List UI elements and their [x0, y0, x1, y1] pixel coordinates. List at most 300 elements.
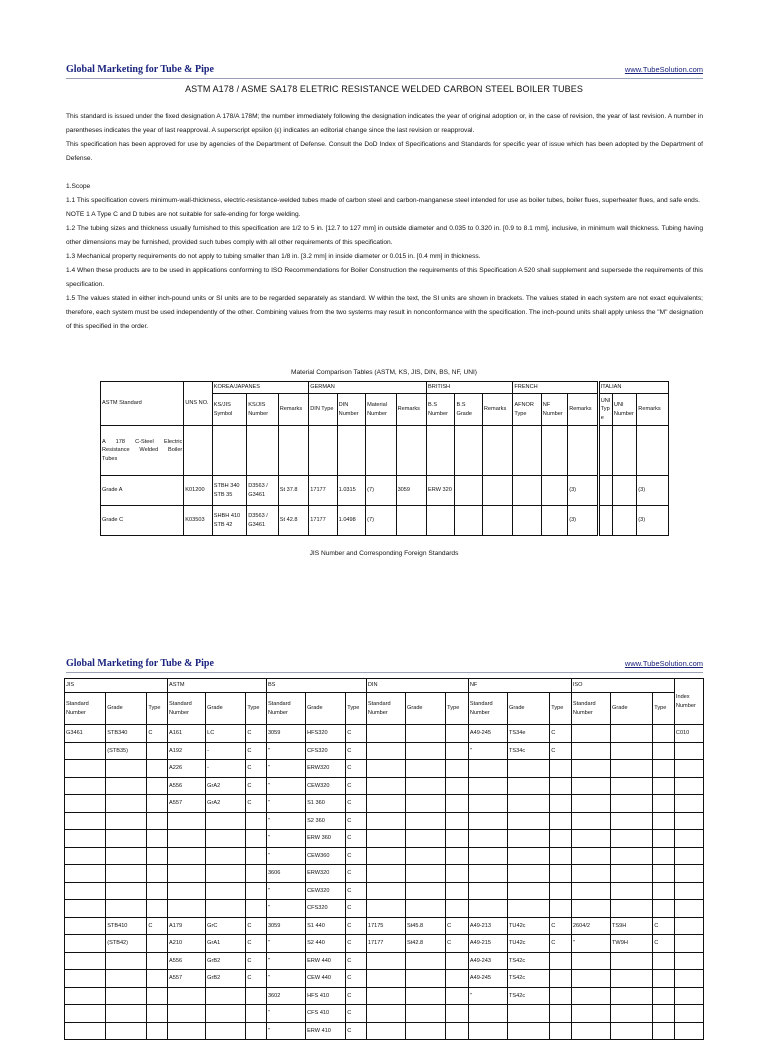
table-cell	[337, 426, 365, 476]
table-cell	[513, 476, 541, 506]
table-cell	[468, 777, 507, 795]
table-cell: TS42c	[508, 987, 550, 1005]
table-column-header: Standard Number	[366, 693, 405, 725]
table-row	[65, 830, 704, 848]
table-group-header: FRENCH	[513, 382, 598, 394]
table-cell	[674, 847, 703, 865]
page-header-2	[66, 658, 703, 673]
table-row	[65, 1022, 704, 1040]
table-cell	[513, 506, 541, 536]
table-cell	[106, 952, 147, 970]
table-cell	[611, 1022, 653, 1040]
table-cell: 3059	[266, 917, 305, 935]
table-cell	[184, 426, 212, 476]
table-cell: A 178 C-Steel Electric Resistance Welded Boiler Tubes	[101, 426, 184, 476]
table-column-header: B.S Number	[427, 394, 455, 426]
table-cell: C	[346, 952, 367, 970]
table-cell	[446, 952, 469, 970]
table-cell: A49-215	[468, 935, 507, 953]
table-cell: C	[246, 917, 267, 935]
table-cell: "	[266, 830, 305, 848]
table-group-row	[101, 382, 669, 394]
table-cell: A179	[168, 917, 206, 935]
table-cell: C	[246, 760, 267, 778]
table-cell: C	[246, 970, 267, 988]
table-cell: C	[346, 865, 367, 883]
table-cell	[366, 1022, 405, 1040]
table-cell	[571, 760, 610, 778]
table-cell	[550, 812, 572, 830]
table-cell	[455, 506, 482, 536]
table-row	[65, 952, 704, 970]
table-cell	[246, 987, 267, 1005]
table-cell	[508, 795, 550, 813]
table-column-header: DIN Type	[309, 394, 337, 426]
table-column-header: Type	[446, 693, 469, 725]
table-cell	[106, 987, 147, 1005]
table-cell	[65, 1005, 106, 1023]
table-cell: CEW 440	[306, 970, 346, 988]
table-cell: C	[246, 777, 267, 795]
table-group-header: GERMAN	[309, 382, 427, 394]
table-cell: GrC	[206, 917, 246, 935]
table-cell	[366, 795, 405, 813]
table-cell: (3)	[637, 506, 669, 536]
table-cell: (STB35)	[106, 742, 147, 760]
table-cell: C	[550, 742, 572, 760]
table-cell: C	[346, 742, 367, 760]
table-cell	[653, 882, 675, 900]
table-cell	[246, 847, 267, 865]
table-cell	[366, 812, 405, 830]
table-cell	[598, 426, 612, 476]
table-cell	[406, 742, 446, 760]
table-cell	[147, 882, 168, 900]
table-cell	[366, 970, 405, 988]
table-cell: GrB2	[206, 952, 246, 970]
table-cell: C010	[674, 725, 703, 743]
table-cell	[550, 952, 572, 970]
table-column-header: UNI Type	[598, 394, 612, 426]
table-cell	[653, 952, 675, 970]
page-header	[66, 64, 703, 79]
table-cell	[571, 742, 610, 760]
table-cell	[147, 987, 168, 1005]
table-cell	[653, 847, 675, 865]
table-cell	[168, 987, 206, 1005]
table-column-header: Standard Number	[266, 693, 305, 725]
table-cell	[406, 812, 446, 830]
table-cell	[406, 882, 446, 900]
table-cell: S2 440	[306, 935, 346, 953]
table-header-row	[65, 693, 704, 725]
table-row	[65, 917, 704, 935]
table-cell	[674, 1005, 703, 1023]
table-cell	[571, 900, 610, 918]
table-cell: CEW320	[306, 777, 346, 795]
table-cell	[611, 777, 653, 795]
table-cell: A49-243	[468, 952, 507, 970]
table-cell: -	[206, 742, 246, 760]
table-cell	[550, 847, 572, 865]
table-cell: A556	[168, 952, 206, 970]
table-cell	[147, 812, 168, 830]
table-column-header: KS/JIS Number	[247, 394, 278, 426]
table-cell: ERW 440	[306, 952, 346, 970]
table-cell	[674, 1022, 703, 1040]
table-cell: S2 360	[306, 812, 346, 830]
table-row	[65, 1005, 704, 1023]
table-cell	[674, 987, 703, 1005]
table-cell	[571, 830, 610, 848]
table-cell: A557	[168, 795, 206, 813]
table-cell	[468, 1005, 507, 1023]
table-cell: C	[550, 935, 572, 953]
table-cell: K01200	[184, 476, 212, 506]
table-cell: "	[266, 970, 305, 988]
table-cell: S1 360	[306, 795, 346, 813]
table-cell	[278, 426, 308, 476]
table-row	[65, 760, 704, 778]
table-cell: (3)	[568, 506, 599, 536]
table-cell	[106, 1005, 147, 1023]
table-cell	[508, 760, 550, 778]
table-cell: St 37.8	[278, 476, 308, 506]
table-cell: -	[206, 760, 246, 778]
table-cell: (7)	[366, 506, 396, 536]
table-cell	[366, 830, 405, 848]
table-column-header: Remarks	[637, 394, 669, 426]
table-cell: "	[468, 987, 507, 1005]
table-cell: C	[246, 742, 267, 760]
table-column-header: Remarks	[482, 394, 512, 426]
table-cell	[246, 830, 267, 848]
table-row	[65, 865, 704, 883]
table-column-header: B.S Grade	[455, 394, 482, 426]
table-cell	[65, 1022, 106, 1040]
table-cell	[206, 900, 246, 918]
table-cell	[598, 506, 612, 536]
table-cell	[147, 952, 168, 970]
table-cell	[446, 1005, 469, 1023]
table-cell: A226	[168, 760, 206, 778]
paragraph: 1.2 The tubing sizes and thickness usually furnished to this specification are 1/2 to 5 in. [12.7 to 127 mm] in outside diameter and 0.035 to 0.320 in. [0.9 to 8.1 mm], inclusive, in minimum wall thickness. Tubing having other dimensions may be furnished, provided such tubes comply with all other requirements of this specification.	[66, 225, 703, 246]
table-cell: C	[346, 760, 367, 778]
table-cell	[168, 1022, 206, 1040]
table-column-header: KS/JIS Symbol	[212, 394, 247, 426]
table-cell: CFS320	[306, 742, 346, 760]
table-cell	[550, 970, 572, 988]
table-cell: CFS320	[306, 900, 346, 918]
table-cell: C	[346, 1005, 367, 1023]
table-cell	[611, 882, 653, 900]
table-cell	[550, 882, 572, 900]
table-cell: "	[468, 742, 507, 760]
table-cell	[206, 812, 246, 830]
table-cell: GrA2	[206, 795, 246, 813]
table-cell	[446, 812, 469, 830]
table-cell: C	[653, 917, 675, 935]
table-cell	[147, 742, 168, 760]
table-cell	[65, 987, 106, 1005]
table-cell	[427, 426, 455, 476]
table-cell	[396, 506, 426, 536]
table-cell: TS42c	[508, 970, 550, 988]
table-cell	[366, 742, 405, 760]
table-cell	[550, 1022, 572, 1040]
table-cell: D3563 / G3461	[247, 506, 278, 536]
table-group-header: DIN	[366, 679, 468, 693]
table-cell: A49-245	[468, 725, 507, 743]
paragraph-gap	[66, 166, 703, 180]
table-cell	[674, 830, 703, 848]
table-column-header: Type	[653, 693, 675, 725]
table-cell	[468, 865, 507, 883]
table-cell	[206, 987, 246, 1005]
table-cell	[674, 882, 703, 900]
table-row	[101, 426, 669, 476]
table-cell	[65, 935, 106, 953]
table-cell	[206, 865, 246, 883]
table-cell	[366, 900, 405, 918]
table-column-header: Standard Number	[65, 693, 106, 725]
table-cell	[65, 760, 106, 778]
table-cell: ERW 320	[427, 476, 455, 506]
table-cell: C	[653, 935, 675, 953]
table-cell	[147, 830, 168, 848]
table-cell	[611, 795, 653, 813]
table-cell	[611, 830, 653, 848]
table-cell	[513, 426, 541, 476]
table-cell	[541, 426, 567, 476]
table-cell	[571, 777, 610, 795]
table-cell	[571, 1005, 610, 1023]
table-cell	[106, 812, 147, 830]
table-cell	[455, 426, 482, 476]
table-cell: "	[266, 882, 305, 900]
table-cell	[65, 865, 106, 883]
table-cell: Grade A	[101, 476, 184, 506]
table-cell	[541, 506, 567, 536]
table-cell	[611, 760, 653, 778]
table-cell: St45.8	[406, 917, 446, 935]
table-cell: CFS 410	[306, 1005, 346, 1023]
table-cell	[612, 476, 636, 506]
table-cell: "	[266, 760, 305, 778]
table-cell	[674, 760, 703, 778]
table-cell	[611, 970, 653, 988]
table-cell	[568, 426, 599, 476]
table-cell	[65, 900, 106, 918]
table-cell	[508, 777, 550, 795]
table-column-header: Grade	[406, 693, 446, 725]
table-cell	[674, 952, 703, 970]
table-cell	[366, 952, 405, 970]
table-cell: 1.0498	[337, 506, 365, 536]
table-cell: CEW320	[306, 882, 346, 900]
table-cell	[206, 847, 246, 865]
table-cell	[212, 426, 247, 476]
table-cell	[406, 847, 446, 865]
table-cell	[168, 830, 206, 848]
table-cell: A49-213	[468, 917, 507, 935]
table-cell	[206, 882, 246, 900]
table-cell: "	[266, 795, 305, 813]
table-cell	[247, 426, 278, 476]
table-row	[65, 742, 704, 760]
table-cell	[550, 1005, 572, 1023]
table-cell	[65, 812, 106, 830]
table-cell: "	[266, 812, 305, 830]
table-cell	[147, 970, 168, 988]
table-cell	[541, 476, 567, 506]
table-cell: 2604/2	[571, 917, 610, 935]
table-cell	[468, 830, 507, 848]
table-cell	[611, 952, 653, 970]
table-column-header: Type	[246, 693, 267, 725]
table-cell: 3606	[266, 865, 305, 883]
table-cell	[246, 1022, 267, 1040]
table-cell	[106, 847, 147, 865]
table-column-header: Standard Number	[571, 693, 610, 725]
table-cell: C	[147, 917, 168, 935]
table-cell	[366, 847, 405, 865]
table-cell	[168, 812, 206, 830]
table-cell: 17177	[366, 935, 405, 953]
table-cell: C	[346, 970, 367, 988]
table-group-header: BRITISH	[427, 382, 513, 394]
table-cell	[168, 1005, 206, 1023]
table-cell	[366, 760, 405, 778]
table-cell: C	[346, 1022, 367, 1040]
table-cell: TS9H	[611, 917, 653, 935]
table-cell	[446, 795, 469, 813]
table-cell	[406, 725, 446, 743]
table-cell: C	[446, 935, 469, 953]
table-cell: C	[346, 882, 367, 900]
table-cell	[611, 847, 653, 865]
table-column-header: Type	[550, 693, 572, 725]
table-cell: A556	[168, 777, 206, 795]
table-cell	[406, 1005, 446, 1023]
table-cell: "	[571, 935, 610, 953]
table-cell: A557	[168, 970, 206, 988]
table-cell: C	[550, 725, 572, 743]
table-cell	[106, 1022, 147, 1040]
table-cell: CEW360	[306, 847, 346, 865]
table-cell	[674, 742, 703, 760]
table-cell	[571, 725, 610, 743]
table-cell	[550, 760, 572, 778]
table-cell	[611, 865, 653, 883]
table-cell	[508, 812, 550, 830]
brand-name: Global Marketing for Tube & Pipe	[66, 64, 214, 75]
table-cell	[468, 900, 507, 918]
table-row	[65, 935, 704, 953]
table-cell	[653, 812, 675, 830]
paragraph: 1.5 The values stated in either inch-pound units or SI units are to be regarded separately as standard. W within the text, the SI units are shown in brackets. The values stated in each system are not exact equivalents; therefore, each system must be used independently of the other. Combining values from the two systems may result in nonconformance with the specification. The inch-pound units shall apply unless the "M" designation of this specified in the order.	[66, 295, 703, 330]
table-column-header: AFNOR Type	[513, 394, 541, 426]
brand-name: Global Marketing for Tube & Pipe	[66, 658, 214, 669]
table-group-header: ASTM Standard	[101, 382, 184, 426]
table-cell: A49-245	[468, 970, 507, 988]
table-cell: (7)	[366, 476, 396, 506]
table-cell	[147, 795, 168, 813]
table-cell	[446, 987, 469, 1005]
table-cell	[482, 426, 512, 476]
table-cell: C	[346, 917, 367, 935]
table-cell	[468, 1022, 507, 1040]
table-cell	[106, 900, 147, 918]
table-column-header: Type	[147, 693, 168, 725]
table-cell	[611, 812, 653, 830]
table-cell: C	[346, 830, 367, 848]
table-cell	[65, 882, 106, 900]
table-column-header: Grade	[206, 693, 246, 725]
table-column-header: Grade	[611, 693, 653, 725]
body-text	[66, 110, 703, 334]
table-cell	[65, 952, 106, 970]
table-group-header: ISO	[571, 679, 674, 693]
table-cell: 3059	[266, 725, 305, 743]
table-group-header: JIS	[65, 679, 168, 693]
table-cell: C	[346, 812, 367, 830]
table-cell	[674, 865, 703, 883]
table-cell	[147, 1005, 168, 1023]
table-cell	[571, 847, 610, 865]
table-cell	[468, 760, 507, 778]
table-column-header: Grade	[306, 693, 346, 725]
table-group-header: BS	[266, 679, 366, 693]
table-cell	[406, 777, 446, 795]
paragraph: This standard is issued under the fixed designation A 178/A 178M; the number immediately following the designation indicates the year of original adoption or, in the case of revision, the year of last revision. A number in parentheses indicates the year of last reapproval. A superscript epsilon (ε) indicates an editorial change since the last revision or reapproval.	[66, 113, 703, 134]
website-link[interactable]: www.TubeSolution.com	[624, 65, 703, 74]
table-cell	[571, 987, 610, 1005]
table-cell	[406, 795, 446, 813]
table-column-header: Grade	[508, 693, 550, 725]
table-cell: HFS320	[306, 725, 346, 743]
table-cell	[147, 900, 168, 918]
table-cell	[65, 777, 106, 795]
table-cell: TU42c	[508, 917, 550, 935]
table-cell	[674, 935, 703, 953]
table-cell	[366, 882, 405, 900]
table-cell	[446, 970, 469, 988]
table-column-header: Standard Number	[168, 693, 206, 725]
table-cell	[446, 847, 469, 865]
table-cell: C	[246, 795, 267, 813]
table-cell: "	[266, 777, 305, 795]
table-cell	[571, 865, 610, 883]
website-link[interactable]: www.TubeSolution.com	[624, 659, 703, 668]
table-cell	[246, 812, 267, 830]
table-cell	[406, 830, 446, 848]
table-cell	[611, 725, 653, 743]
table-cell: GrA2	[206, 777, 246, 795]
table-cell: (STB42)	[106, 935, 147, 953]
table-cell: ERW320	[306, 760, 346, 778]
table-cell	[611, 987, 653, 1005]
table-group-header: ASTM	[168, 679, 267, 693]
table-cell	[653, 725, 675, 743]
table-cell: Grade C	[101, 506, 184, 536]
table-cell	[246, 900, 267, 918]
table-cell	[168, 865, 206, 883]
table-cell	[550, 987, 572, 1005]
table-row	[65, 847, 704, 865]
table-cell	[147, 777, 168, 795]
table-cell	[406, 987, 446, 1005]
